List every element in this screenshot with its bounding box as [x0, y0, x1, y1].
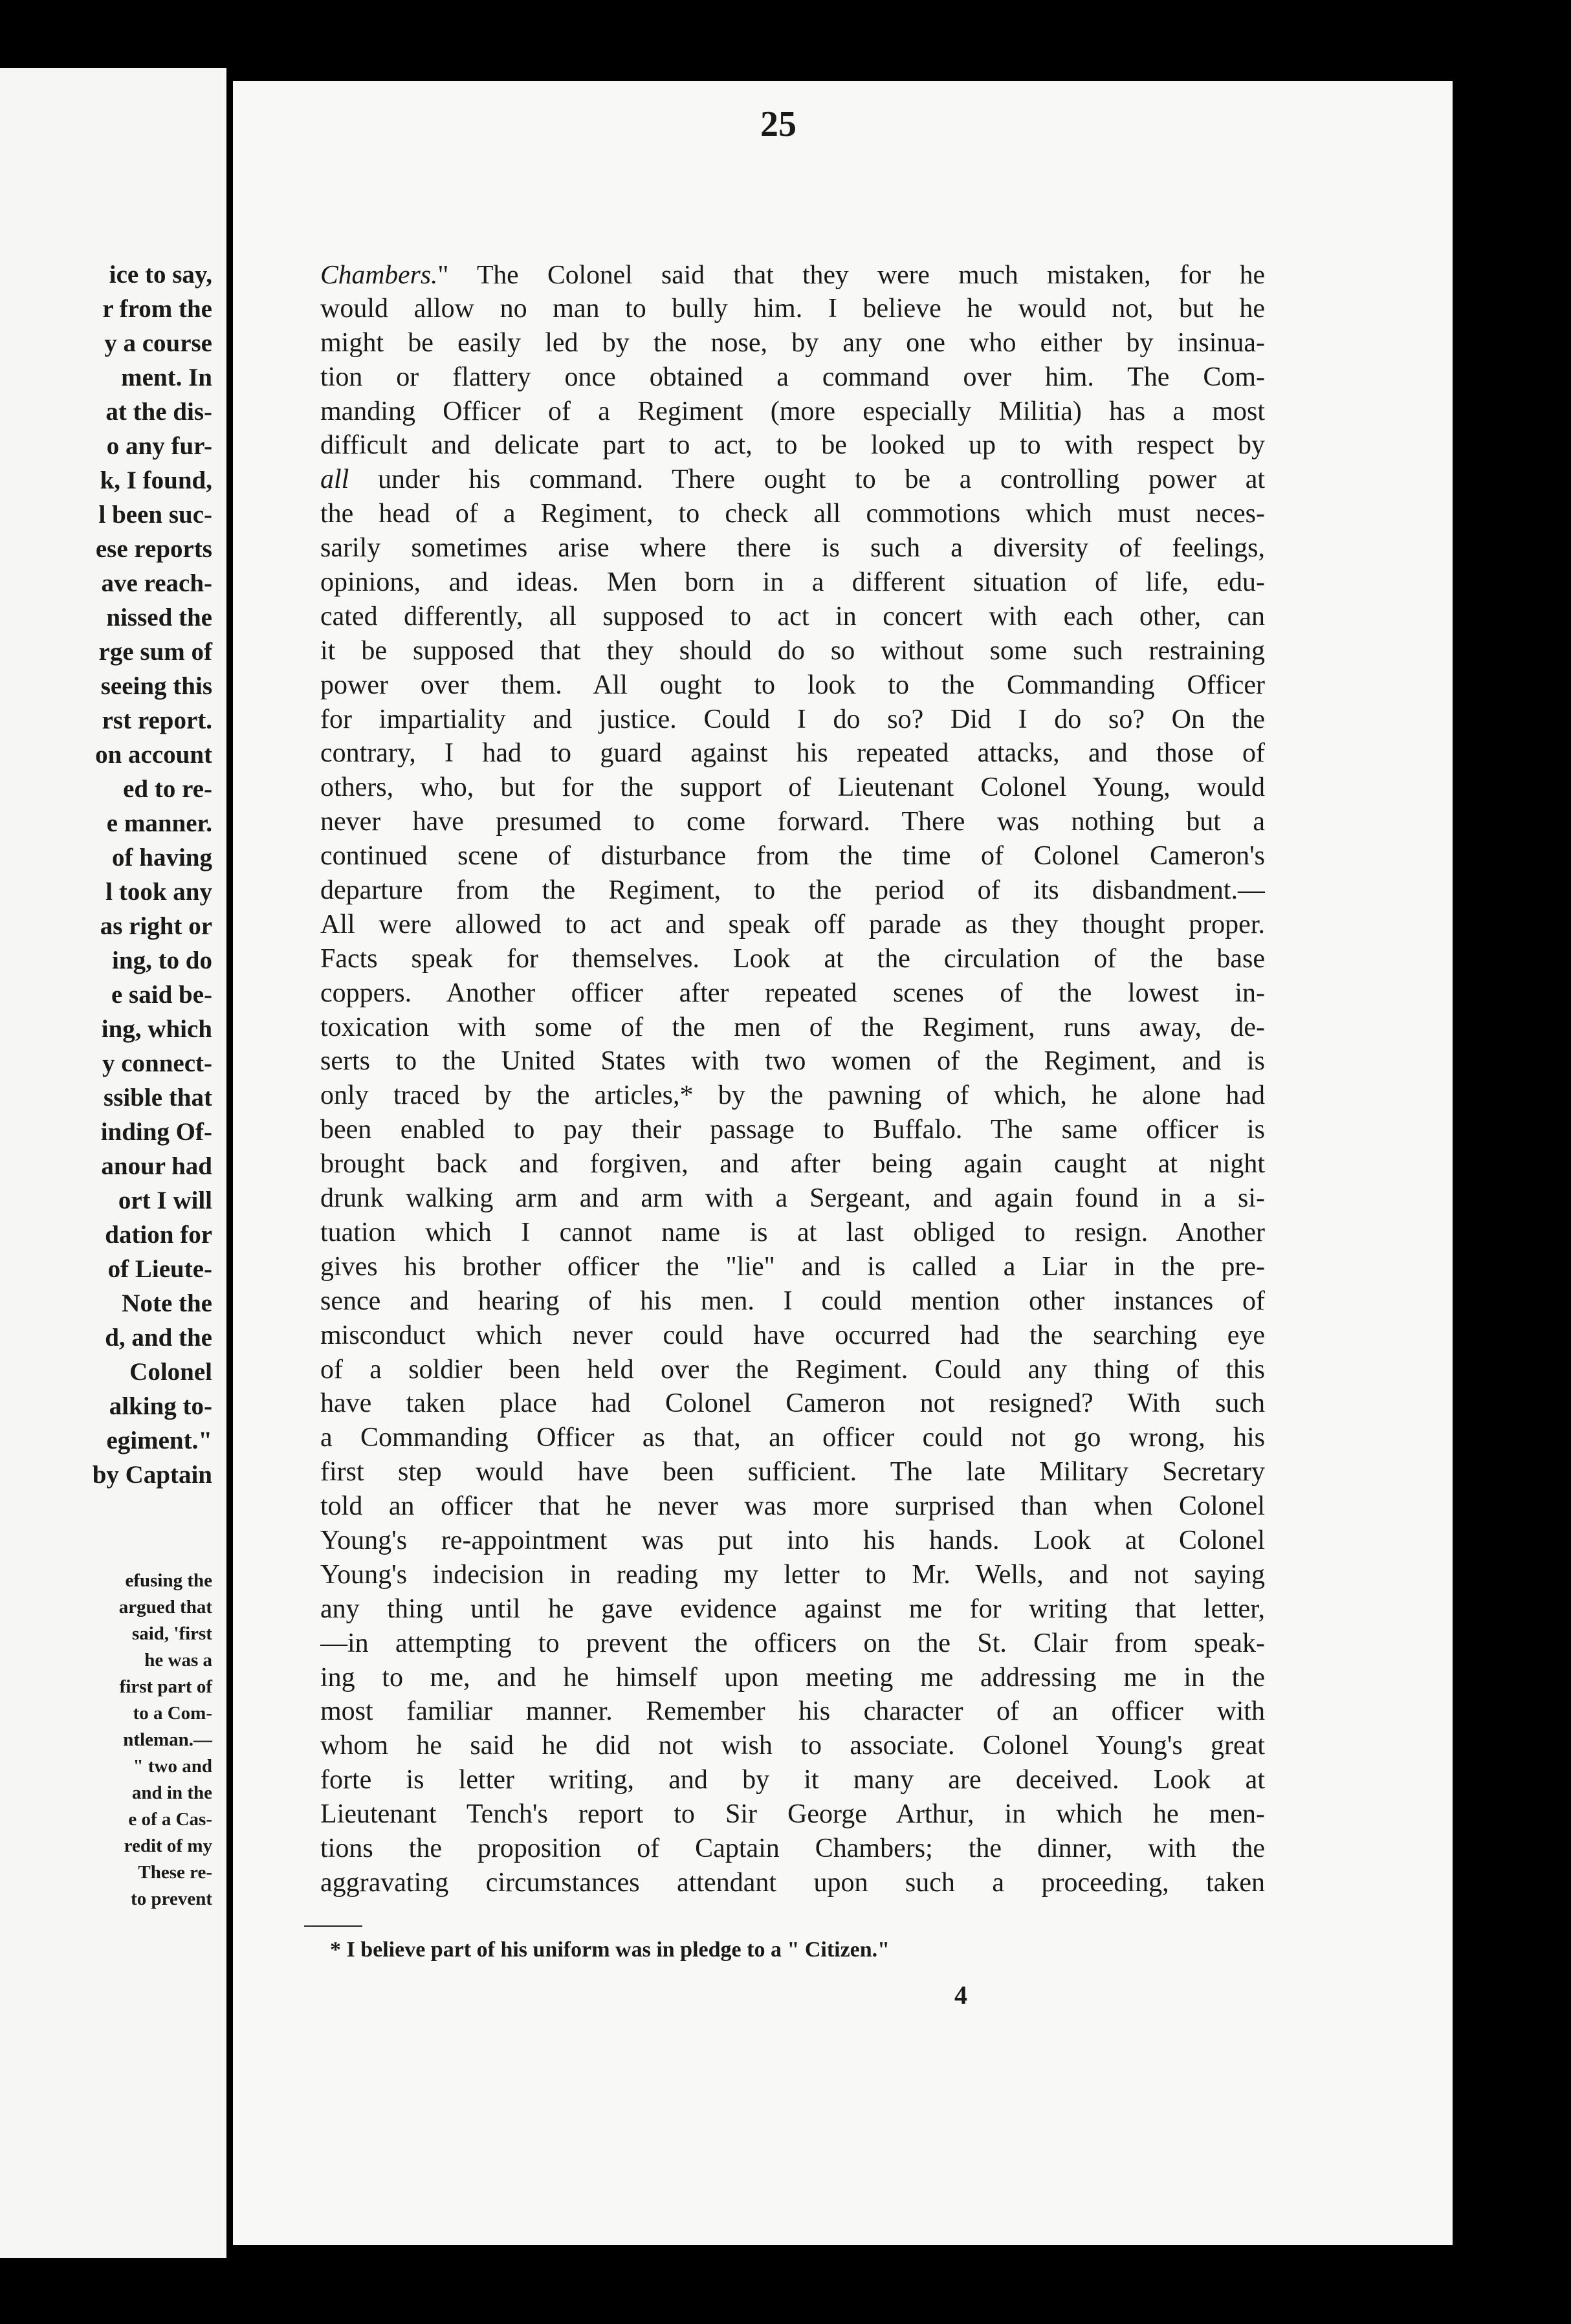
- previous-page-line: rst report.: [102, 707, 212, 734]
- previous-page-line: ment. In: [121, 364, 212, 391]
- body-text: [320, 258, 1265, 1900]
- previous-page-note-line: redit of my: [124, 1836, 212, 1856]
- body-line: all under his command. There ought to be a controlling power at: [320, 465, 1265, 495]
- previous-page-line: seeing this: [100, 672, 212, 700]
- previous-page-line: ave reach-: [101, 569, 212, 597]
- body-line: gives his brother officer the "lie" and is called a Liar in the pre-: [320, 1251, 1265, 1282]
- previous-page-note-line: " two and: [133, 1756, 212, 1777]
- previous-page-line: by Captain: [92, 1461, 212, 1489]
- previous-page-line: k, I found,: [100, 466, 212, 494]
- body-line: coppers. Another officer after repeated scenes of the lowest in-: [320, 978, 1265, 1008]
- emphasis: Chambers.: [320, 259, 438, 289]
- body-line: tion or flattery once obtained a command over him. The Com-: [320, 362, 1265, 392]
- previous-page-note-line: e of a Cas-: [128, 1809, 212, 1830]
- previous-page-line: dation for: [105, 1221, 212, 1249]
- body-line: Chambers." The Colonel said that they were much mistaken, for he: [320, 259, 1265, 289]
- body-line: continued scene of disturbance from the time of Colonel Cameron's: [320, 841, 1265, 872]
- previous-page-line: d, and the: [105, 1324, 212, 1352]
- previous-page-line: Colonel: [129, 1358, 212, 1386]
- body-line: opinions, and ideas. Men born in a different situation of life, edu-: [320, 567, 1265, 598]
- emphasis: all: [320, 465, 349, 495]
- body-line: Young's indecision in reading my letter to Mr. Wells, and not saying: [320, 1559, 1265, 1590]
- body-line: been enabled to pay their passage to Buffalo. The same officer is: [320, 1115, 1265, 1145]
- previous-page-line: egiment.": [106, 1427, 212, 1454]
- previous-page-line: as right or: [100, 912, 212, 940]
- previous-page-line: ssible that: [104, 1084, 212, 1112]
- previous-page-line: l took any: [105, 878, 212, 906]
- previous-page-line: Note the: [122, 1289, 212, 1317]
- body-line: sarily sometimes arise where there is such a diversity of feelings,: [320, 533, 1265, 564]
- previous-page-note-line: These re-: [138, 1862, 212, 1883]
- previous-page-line: inding Of-: [100, 1118, 212, 1146]
- body-line: might be easily led by the nose, by any one who either by insinua-: [320, 327, 1265, 358]
- body-line: departure from the Regiment, to the period of its disbandment.—: [320, 875, 1265, 906]
- page-number: 25: [760, 104, 796, 144]
- body-line: of a soldier been held over the Regiment. Could any thing of this: [320, 1354, 1265, 1385]
- body-line: most familiar manner. Remember his character of an officer with: [320, 1696, 1265, 1727]
- previous-page-note-line: efusing the: [125, 1570, 212, 1591]
- previous-page-note-line: said, 'first: [131, 1623, 212, 1644]
- body-line: a Commanding Officer as that, an officer could not go wrong, his: [320, 1423, 1265, 1453]
- body-line: difficult and delicate part to act, to be looked up to with respect by: [320, 430, 1265, 461]
- body-line: tuation which I cannot name is at last obliged to resign. Another: [320, 1217, 1265, 1247]
- signature-mark: 4: [954, 1980, 967, 2010]
- previous-page-line: r from the: [102, 295, 212, 323]
- previous-page-line: ort I will: [118, 1187, 212, 1214]
- body-line: any thing until he gave evidence against me for writing that letter,: [320, 1594, 1265, 1624]
- previous-page-line: of Lieute-: [107, 1255, 212, 1283]
- previous-page-note-line: and in the: [131, 1782, 212, 1803]
- previous-page-line: l been suc-: [98, 501, 212, 529]
- previous-page-note-line: he was a: [144, 1650, 212, 1671]
- body-line: others, who, but for the support of Lieutenant Colonel Young, would: [320, 773, 1265, 803]
- body-line: never have presumed to come forward. There was nothing but a: [320, 807, 1265, 837]
- body-line: All were allowed to act and speak off parade as they thought proper.: [320, 909, 1265, 939]
- body-line: aggravating circumstances attendant upon such a proceeding, taken: [320, 1867, 1265, 1898]
- previous-page-note-line: to prevent: [131, 1889, 212, 1909]
- body-line: serts to the United States with two women of the Regiment, and is: [320, 1046, 1265, 1077]
- body-line: told an officer that he never was more surprised than when Colonel: [320, 1491, 1265, 1522]
- previous-page-line: at the dis-: [105, 398, 212, 426]
- body-line: manding Officer of a Regiment (more especially Militia) has a most: [320, 396, 1265, 426]
- previous-page-line: y a course: [104, 329, 212, 357]
- body-line: tions the proposition of Captain Chambers; the dinner, with the: [320, 1833, 1265, 1863]
- body-line: power over them. All ought to look to the Commanding Officer: [320, 670, 1265, 700]
- body-line: Young's re-appointment was put into his hands. Look at Colonel: [320, 1525, 1265, 1555]
- previous-page-line: alking to-: [109, 1392, 212, 1420]
- previous-page-note-line: first part of: [119, 1676, 212, 1697]
- previous-page-line: ed to re-: [123, 775, 212, 803]
- footnote-rule: [304, 1925, 362, 1927]
- previous-page-line: ing, to do: [112, 947, 212, 974]
- body-line: forte is letter writing, and by it many are deceived. Look at: [320, 1765, 1265, 1795]
- body-line: brought back and forgiven, and after being again caught at night: [320, 1149, 1265, 1179]
- previous-page-line: ice to say,: [109, 261, 212, 289]
- previous-page-line: on account: [95, 741, 212, 769]
- previous-page-line: e said be-: [111, 981, 212, 1009]
- footnote: * I believe part of his uniform was in pledge to a " Citizen.": [330, 1938, 890, 1962]
- previous-page-fragment: [0, 68, 226, 2258]
- body-line: —in attempting to prevent the officers on the St. Clair from speak-: [320, 1628, 1265, 1658]
- body-line: drunk walking arm and arm with a Sergeant, and again found in a si-: [320, 1183, 1265, 1214]
- body-line: for impartiality and justice. Could I do so? Did I do so? On the: [320, 704, 1265, 734]
- body-line: cated differently, all supposed to act in concert with each other, can: [320, 601, 1265, 631]
- previous-page-line: of having: [112, 844, 212, 872]
- body-line: it be supposed that they should do so without some such restraining: [320, 635, 1265, 666]
- body-line: would allow no man to bully him. I believe he would not, but he: [320, 293, 1265, 323]
- body-line: whom he said he did not wish to associate. Colonel Young's great: [320, 1731, 1265, 1761]
- body-line: ing to me, and he himself upon meeting me addressing me in the: [320, 1662, 1265, 1693]
- previous-page-line: rge sum of: [98, 638, 212, 666]
- previous-page-line: o any fur-: [106, 432, 212, 460]
- body-line: contrary, I had to guard against his repeated attacks, and those of: [320, 738, 1265, 769]
- body-line: have taken place had Colonel Cameron not resigned? With such: [320, 1388, 1265, 1419]
- previous-page-line: e manner.: [106, 809, 212, 837]
- previous-page-line: ese reports: [95, 535, 212, 563]
- previous-page-note-line: ntleman.—: [123, 1729, 212, 1750]
- body-line: only traced by the articles,* by the pawning of which, he alone had: [320, 1080, 1265, 1111]
- body-line: misconduct which never could have occurred had the searching eye: [320, 1320, 1265, 1350]
- previous-page-line: nissed the: [106, 604, 212, 631]
- previous-page-line: y connect-: [102, 1049, 212, 1077]
- previous-page-note-line: to a Com-: [133, 1703, 212, 1724]
- body-line: Facts speak for themselves. Look at the circulation of the base: [320, 943, 1265, 974]
- body-line: Lieutenant Tench's report to Sir George Arthur, in which he men-: [320, 1799, 1265, 1830]
- body-line: first step would have been sufficient. The late Military Secretary: [320, 1457, 1265, 1487]
- previous-page-line: anour had: [101, 1152, 212, 1180]
- body-line: sence and hearing of his men. I could mention other instances of: [320, 1286, 1265, 1316]
- previous-page-line: ing, which: [101, 1015, 212, 1043]
- previous-page-note-line: argued that: [118, 1597, 212, 1617]
- body-line: the head of a Regiment, to check all commotions which must neces-: [320, 499, 1265, 529]
- body-line: toxication with some of the men of the Regiment, runs away, de-: [320, 1012, 1265, 1042]
